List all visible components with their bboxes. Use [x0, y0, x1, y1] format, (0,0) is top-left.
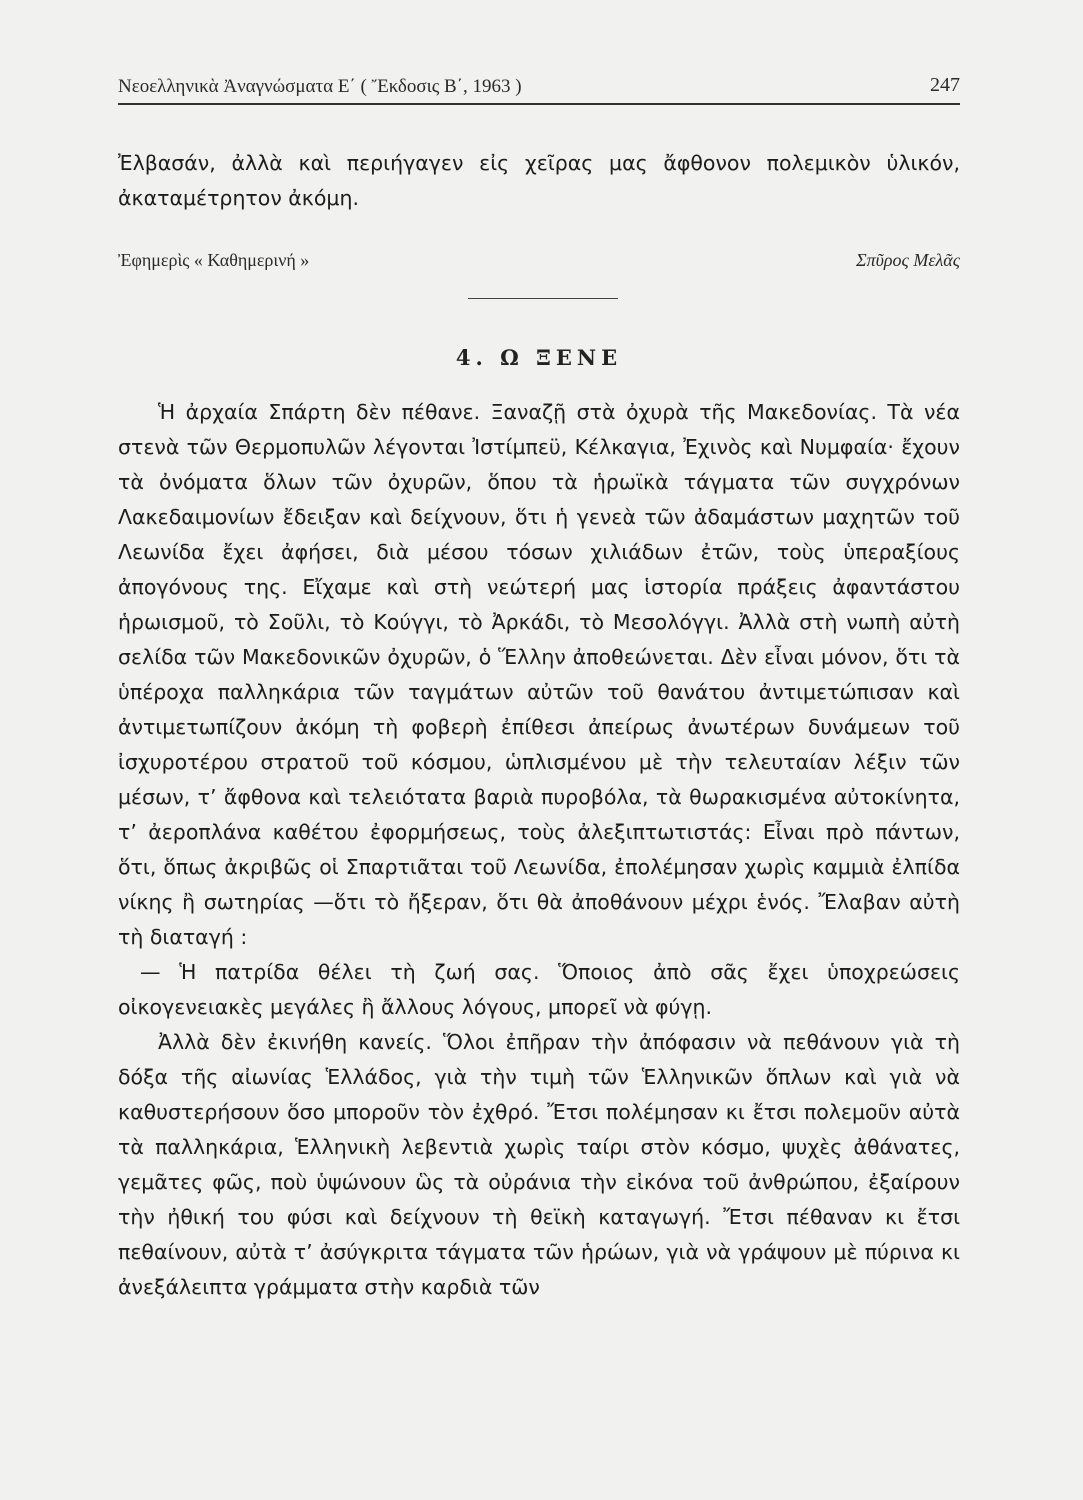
intro-paragraph-block — [118, 146, 960, 216]
body-text — [118, 395, 960, 1305]
body-paragraph-3: Ἀλλὰ δὲν ἐκινήθη κανείς. Ὅλοι ἐπῆραν τὴν ἀπόφασιν νὰ πεθάνουν γιὰ τὴ δόξα τῆς αἰωνίας Ἑλλάδος, γιὰ τὴν τιμὴ τῶν Ἑλληνικῶν ὅπλων καὶ γιὰ νὰ καθυστερήσουν ὅσο μποροῦν τὸν ἐχθρό. Ἔτσι πολέμησαν κι ἔτσι πολεμοῦν αὐτὰ τὰ παλληκάρια, Ἑλληνικὴ λεβεντιὰ χωρὶς ταίρι στὸν κόσμο, ψυχὲς ἀθάνατες, γεμᾶτες φῶς, ποὺ ὑψώνουν ὣς τὰ οὐράνια τὴν εἰκόνα τοῦ ἀνθρώπου, ἐξαίρουν τὴν ἠθική του φύσι καὶ δείχνουν τὴ θεϊκὴ καταγωγή. Ἔτσι πέθαναν κι ἔτσι πεθαίνουν, αὐτὰ τ’ ἀσύγκριτα τάγματα τῶν ἡρώων, γιὰ νὰ γράψουν μὲ πύρινα κι ἀνεξάλειπτα γράμματα στὴν καρδιὰ τῶν — [118, 1030, 960, 1299]
section-heading: 4. Ω ΞΕΝΕ — [455, 345, 623, 370]
intro-paragraph: Ἐλβασάν, ἀλλὰ καὶ περιήγαγεν εἰς χεῖρας μας ἄφθονον πολεμικὸν ὑλικόν, ἀκαταμέτρητον ἀκόμη. — [118, 151, 960, 210]
body-paragraph-1: Ἡ ἀρχαία Σπάρτη δὲν πέθανε. Ξαναζῇ στὰ ὀχυρὰ τῆς Μακεδονίας. Τὰ νέα στενὰ τῶν Θερμοπυλῶν λέγονται Ἰστίμπεϋ, Κέλκαγια, Ἐχινὸς καὶ Νυμφαία· ἔχουν τὰ ὀνόματα ὅλων τῶν ὀχυρῶν, ὅπου τὰ ἡρωϊκὰ τάγματα τῶν συγχρόνων Λακεδαιμονίων ἔδειξαν καὶ δείχνουν, ὅτι ἡ γενεὰ τῶν ἀδαμάστων μαχητῶν τοῦ Λεωνίδα ἔχει ἀφήσει, διὰ μέσου τόσων χιλιάδων ἐτῶν, τοὺς ὑπεραξίους ἀπογόνους της. Εἴχαμε καὶ στὴ νεώτερή μας ἱστορία πράξεις ἀφαντάστου ἡρωισμοῦ, τὸ Σοῦλι, τὸ Κούγγι, τὸ Ἀρκάδι, τὸ Μεσολόγγι. Ἀλλὰ στὴ νωπὴ αὐτὴ σελίδα τῶν Μακεδονικῶν ὀχυρῶν, ὁ Ἕλλην ἀποθεώνεται. Δὲν εἶναι μόνον, ὅτι τὰ ὑπέροχα παλληκάρια τῶν ταγμάτων αὐτῶν τοῦ θανάτου ἀντιμετώπισαν καὶ ἀντιμετωπίζουν ἀκόμη τὴ φοβερὴ ἐπίθεσι ἀπείρως ἀνωτέρων δυνάμεων τοῦ ἰσχυροτέρου στρατοῦ τοῦ κόσμου, ὡπλισμένου μὲ τὴν τελευταίαν λέξιν τῶν μέσων, τ’ ἄφθονα καὶ τελειότατα βαριὰ πυροβόλα, τὰ θωρακισμένα αὐτοκίνητα, τ’ ἀεροπλάνα καθέτου ἐφορμήσεως, τοὺς ἀλεξιπτωτιστάς: Εἶναι πρὸ πάντων, ὅτι, ὅπως ἀκριβῶς οἱ Σπαρτιᾶται τοῦ Λεωνίδα, ἐπολέμησαν χωρὶς καμμιὰ ἐλπίδα νίκης ἢ σωτηρίας —ὅτι τὸ ἤξεραν, ὅτι θὰ ἀποθάνουν μέχρι ἑνός. Ἔλαβαν αὐτὴ τὴ διαταγή : — [118, 400, 960, 949]
running-header — [118, 72, 960, 102]
book-title: Νεοελληνικὰ Ἀναγνώσματα Ε΄ ( Ἔκδοσις Β΄, 1963 ) — [118, 76, 522, 97]
body-paragraph-2: — Ἡ πατρίδα θέλει τὴ ζωή σας. Ὅποιος ἀπὸ σᾶς ἔχει ὑποχρεώσεις οἰκογενειακὲς μεγάλες ἢ ἄλλους λόγους, μπορεῖ νὰ φύγῃ. — [118, 960, 960, 1019]
author-signature: Σπῦρος Μελᾶς — [855, 250, 960, 270]
source-publication: Ἐφημερὶς « Καθημερινή » — [118, 250, 310, 270]
header-rule — [118, 103, 960, 105]
source-attribution — [118, 250, 960, 280]
page-number: 247 — [930, 74, 960, 96]
section-separator — [468, 298, 618, 299]
